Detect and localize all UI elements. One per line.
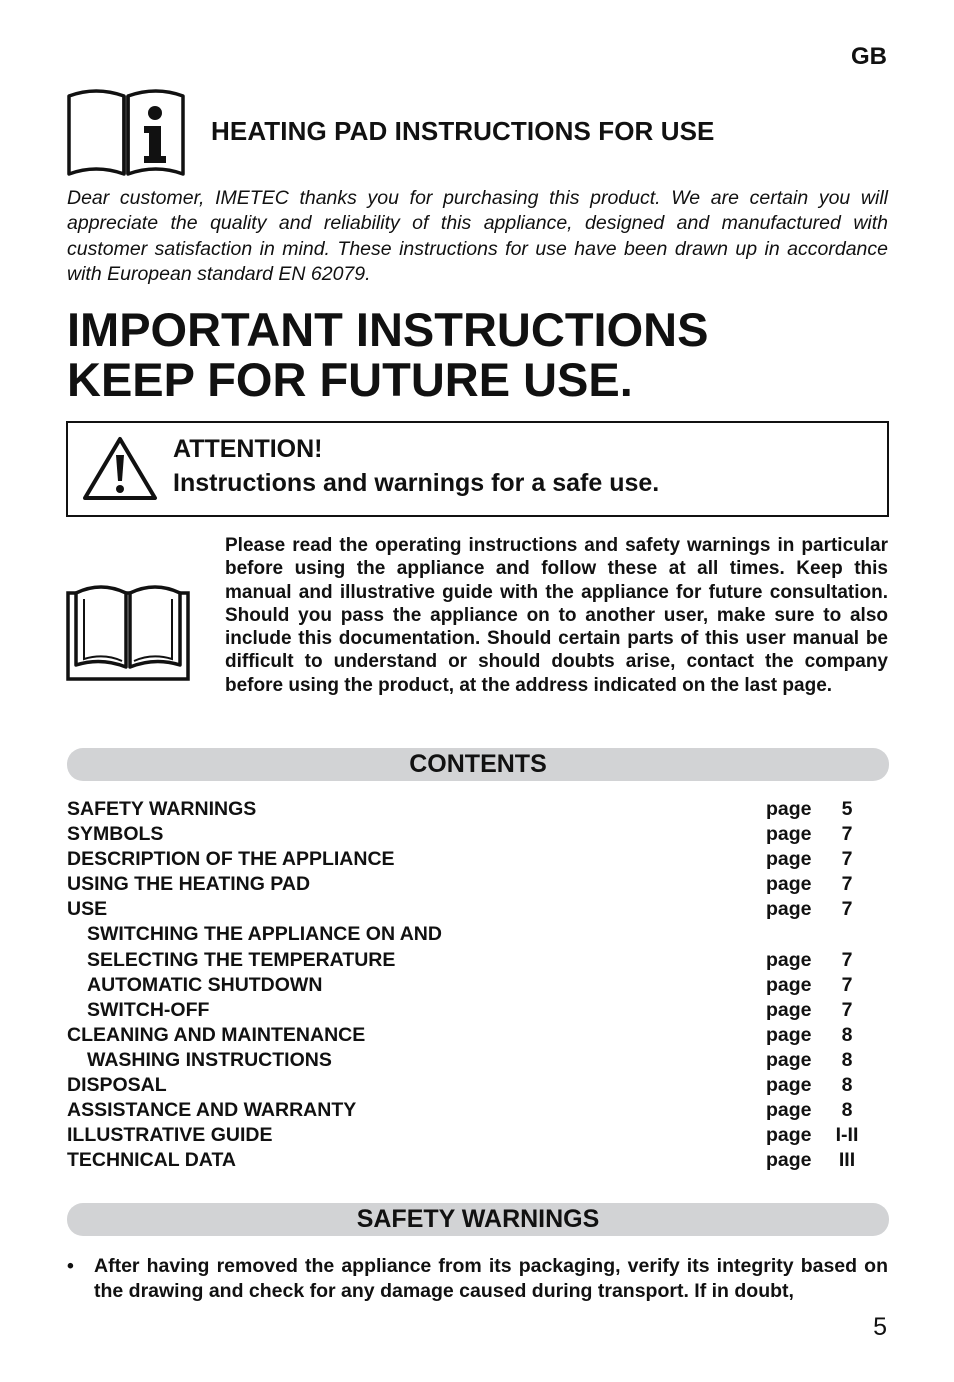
toc-page-number: 5 [841, 798, 853, 820]
toc-row [67, 1124, 889, 1149]
document-title: HEATING PAD INSTRUCTIONS FOR USE [211, 116, 715, 146]
toc-page-word: page [766, 1074, 812, 1097]
table-of-contents [67, 798, 889, 1174]
toc-page-word: page [766, 998, 812, 1021]
attention-subtitle: Instructions and warnings for a safe use. [173, 469, 660, 497]
safety-warnings-heading: SAFETY WARNINGS [67, 1203, 889, 1236]
toc-row [67, 898, 889, 923]
toc-row [67, 823, 889, 848]
manual-info-icon [66, 86, 186, 176]
toc-row [67, 1049, 889, 1074]
toc-row [67, 1149, 889, 1174]
toc-row [67, 1074, 889, 1099]
toc-entry-title: USING THE HEATING PAD [67, 873, 311, 896]
toc-entry-title: SYMBOLS [67, 823, 164, 846]
toc-page-number: 7 [841, 973, 853, 996]
toc-row [67, 999, 889, 1024]
toc-page-number: 8 [841, 1099, 853, 1122]
toc-page-word: page [766, 1023, 812, 1046]
toc-entry-title: ASSISTANCE AND WARRANTY [67, 1099, 357, 1122]
toc-page-word: page [766, 848, 812, 871]
toc-row [67, 1024, 889, 1049]
toc-entry-title: AUTOMATIC SHUTDOWN [87, 973, 323, 996]
toc-page-number: 7 [841, 948, 853, 971]
read-instructions-notice: Please read the operating instructions and safety warnings in particular before using the appliance and follow these at all times. Keep this manual and illustrative guide with the appliance for future consultation. Should you pass the appliance on to another user, make sure to also include this documentation. Should certain parts of this user manual be difficult to understand or should doubts arise, contact the company before using the product, at the address indicated on the last page. [225, 535, 888, 696]
bullet-symbol: • [67, 1255, 74, 1277]
toc-page-word: page [766, 898, 812, 921]
toc-page-word: page [766, 973, 812, 996]
toc-entry-title: SELECTING THE TEMPERATURE [87, 948, 396, 971]
toc-page-number: 7 [841, 848, 853, 871]
toc-entry-title: SWITCH-OFF [87, 998, 210, 1021]
toc-entry-title: USE [67, 898, 108, 921]
toc-page-number: 8 [841, 1048, 853, 1071]
toc-page-number: 8 [841, 1023, 853, 1046]
toc-page-word: page [766, 873, 812, 896]
intro-paragraph: Dear customer, IMETEC thanks you for purchasing this product. We are certain you will appreciate the quality and reliability of this appliance, designed and manufactured with customer satisfaction in mind. These instructions for use have been drawn up in accordance with European standard EN 62079. [67, 187, 888, 285]
toc-entry-title: WASHING INSTRUCTIONS [87, 1048, 332, 1071]
toc-page-number: 7 [841, 823, 853, 846]
headline-line-1: IMPORTANT INSTRUCTIONS [67, 303, 709, 356]
toc-row [67, 923, 889, 948]
toc-entry-title: SWITCHING THE APPLIANCE ON AND [87, 923, 442, 946]
toc-page-word: page [766, 1124, 812, 1147]
toc-page-number: III [838, 1149, 856, 1172]
toc-entry-title: SAFETY WARNINGS [67, 798, 257, 820]
contents-heading: CONTENTS [67, 748, 889, 781]
toc-entry-title: TECHNICAL DATA [67, 1149, 236, 1172]
toc-row [67, 873, 889, 898]
toc-page-word: page [766, 823, 812, 846]
language-code: GB [851, 43, 887, 70]
toc-page-number: 7 [841, 873, 853, 896]
toc-page-word: page [766, 798, 812, 820]
toc-page-number: 7 [841, 898, 853, 921]
toc-entry-title: ILLUSTRATIVE GUIDE [67, 1124, 273, 1147]
toc-page-number: 8 [841, 1074, 853, 1097]
toc-row [67, 1099, 889, 1124]
toc-page-word: page [766, 948, 812, 971]
attention-box [66, 421, 889, 517]
toc-entry-title: CLEANING AND MAINTENANCE [67, 1023, 366, 1046]
toc-entry-title: DISPOSAL [67, 1074, 167, 1097]
attention-title: ATTENTION! [173, 435, 323, 463]
warning-triangle-icon [82, 435, 158, 501]
toc-row [67, 848, 889, 873]
toc-page-word: page [766, 1099, 812, 1122]
toc-page-word: page [766, 1048, 812, 1071]
toc-row [67, 974, 889, 999]
toc-page-word: page [766, 1149, 812, 1172]
main-headline [67, 305, 708, 405]
toc-entry-title: DESCRIPTION OF THE APPLIANCE [67, 848, 395, 871]
headline-line-2: KEEP FOR FUTURE USE. [67, 353, 633, 406]
open-book-icon [66, 581, 190, 681]
toc-page-number: 7 [841, 998, 853, 1021]
toc-row [67, 798, 889, 823]
toc-row [67, 949, 889, 974]
page-number: 5 [873, 1313, 887, 1341]
safety-warning-text: After having removed the appliance from its packaging, verify its integrity based on the drawing and check for any damage caused during transport. If in doubt, [94, 1255, 888, 1303]
toc-page-number: I-II [835, 1124, 859, 1147]
